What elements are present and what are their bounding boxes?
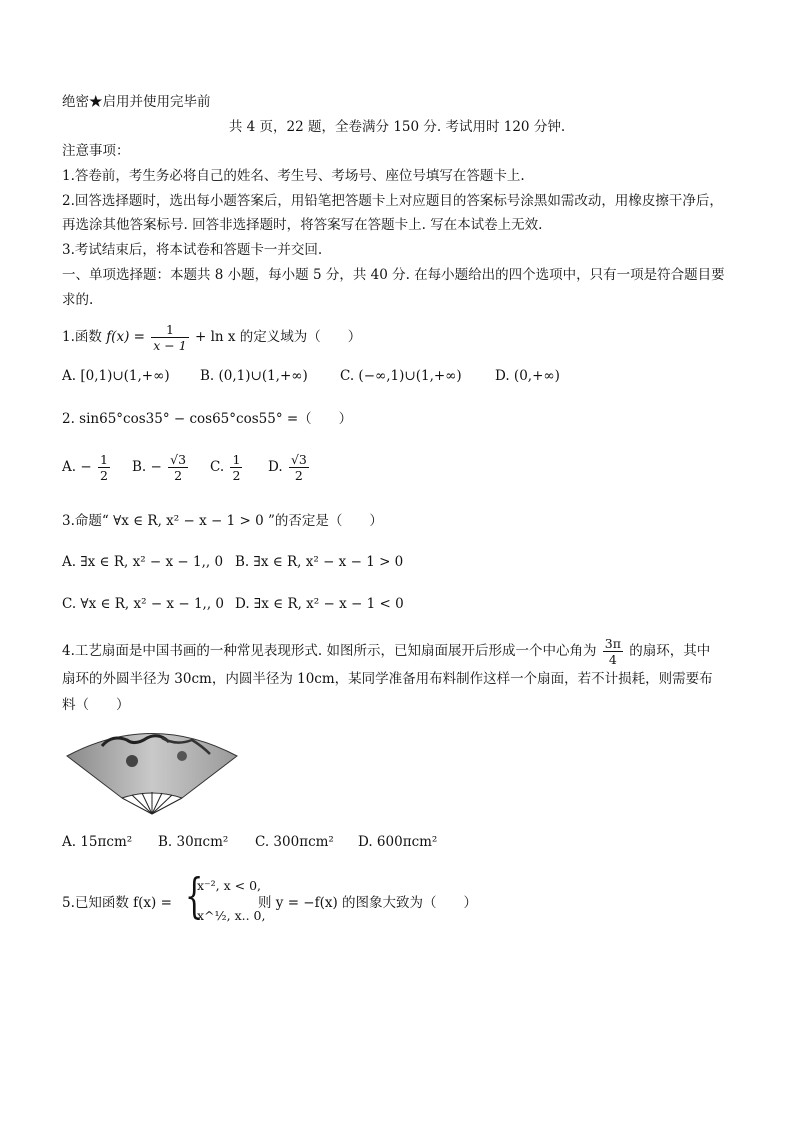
question-3-stem: 3.命题“ ∀x ∈ R, x² − x − 1 > 0 ”的否定是（ ） xyxy=(62,513,383,529)
notice-item-1: 1.答卷前，考生务必将自己的姓名、考生号、考场号、座位号填写在答题卡上. xyxy=(62,168,525,184)
q3-option-c: C. ∀x ∈ R, x² − x − 1,, 0 xyxy=(62,596,224,612)
q4-option-c: C. 300πcm² xyxy=(255,834,334,850)
question-5-suffix: 则 y = −f(x) 的图象大致为（ ） xyxy=(258,895,478,911)
question-1-stem: 1.函数 f(x) = $\frac{1}{x - 1}$ + ln x 的定义域为（ ） xyxy=(62,322,362,353)
q1-option-b: B. (0,1)∪(1,+∞) xyxy=(200,368,308,384)
section-heading: 一、单项选择题：本题共 8 小题，每小题 5 分，共 40 分. 在每小题给出的四个选项中，只有一项是符合题目要 xyxy=(62,267,725,283)
q3-option-d: D. ∃x ∈ R, x² − x − 1 < 0 xyxy=(235,596,404,612)
notice-title: 注意事项： xyxy=(62,143,130,159)
question-4-line-1: 4.工艺扇面是中国书画的一种常见表现形式. 如图所示，已知扇面展开后形成一个中心角为 $\frac{3\pi}{4}$ 的扇环，其中 xyxy=(62,636,711,667)
q2-option-b: B. − $\frac{√3}{2}$ xyxy=(132,452,187,483)
q4-option-a: A. 15πcm² xyxy=(62,834,133,850)
q4-option-b: B. 30πcm² xyxy=(158,834,229,850)
q1-option-c: C. (−∞,1)∪(1,+∞) xyxy=(340,368,462,384)
notice-item-2b: 再选涂其他答案标号. 回答非选择题时，将答案写在答题卡上. 写在本试卷上无效. xyxy=(62,217,543,233)
q1-option-a: A. [0,1)∪(1,+∞) xyxy=(62,368,170,384)
question-4-line-2: 扇环的外圆半径为 30cm，内圆半径为 10cm，某同学准备用布料制作这样一个扇面，若不计损耗，则需要布 xyxy=(62,671,713,687)
notice-item-3: 3.考试结束后，将本试卷和答题卡一并交回. xyxy=(62,242,323,258)
question-2-stem: 2. sin65°cos35° − cos65°cos55° =（ ） xyxy=(62,411,353,427)
secret-label: 绝密★启用并使用完毕前 xyxy=(62,94,211,110)
q2-option-d: D. $\frac{√3}{2}$ xyxy=(268,452,307,483)
q1-option-d: D. (0,+∞) xyxy=(495,368,560,384)
q4-option-d: D. 600πcm² xyxy=(358,834,438,850)
section-heading-cont: 求的. xyxy=(62,292,94,308)
question-4-line-3: 料（ ） xyxy=(62,697,130,713)
q3-option-a: A. ∃x ∈ R, x² − x − 1,, 0 xyxy=(62,554,224,570)
piecewise-case-1: x⁻², x < 0, xyxy=(197,878,262,893)
notice-item-2a: 2.回答选择题时，选出每小题答案后，用铅笔把答题卡上对应题目的答案标号涂黑如需改动，用橡皮擦干净后， xyxy=(62,193,723,209)
q2-option-a: A. − $\frac{1}{2}$ xyxy=(62,452,108,483)
piecewise-case-2: x^½, x.. 0, xyxy=(197,908,266,923)
brace-symbol: { xyxy=(185,868,204,924)
q3-option-b: B. ∃x ∈ R, x² − x − 1 > 0 xyxy=(235,554,404,570)
folding-fan-image xyxy=(62,716,242,816)
question-5-prefix: 5.已知函数 f(x) = xyxy=(62,895,172,911)
exam-info: 共 4 页，22 题，全卷满分 150 分. 考试用时 120 分钟. xyxy=(228,119,566,135)
fraction: $\frac{1}{x - 1}$ xyxy=(153,322,187,353)
q2-option-c: C. $\frac{1}{2}$ xyxy=(210,452,241,483)
